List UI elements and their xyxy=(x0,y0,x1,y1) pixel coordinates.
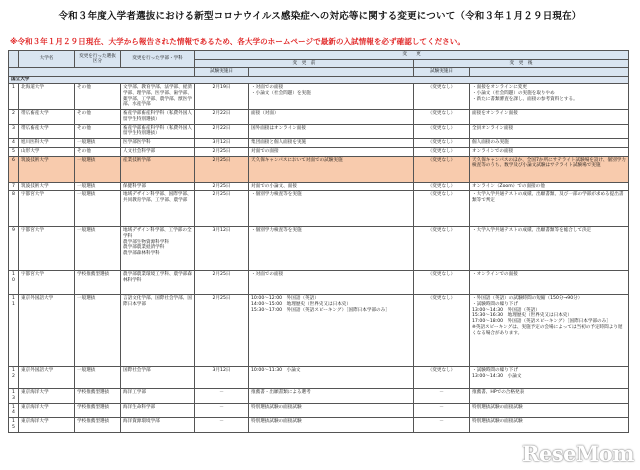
header-before: 変 更 前 xyxy=(195,59,414,68)
header-univ: 大学名 xyxy=(19,51,75,68)
before-content: 集団面接と個人面接を実施 xyxy=(249,139,414,148)
after-exam-date: － xyxy=(414,403,470,417)
university-name: 帯広畜産大学 xyxy=(19,124,75,138)
after-exam-date: （変更なし） xyxy=(414,367,470,389)
after-content: ・試験時間の繰り下げ 13:00〜14:30 小論文 xyxy=(470,367,629,389)
before-content: ・対面での面接 ・小論文（社会問題）を実施 xyxy=(249,84,414,110)
before-exam-date: 2月25日 xyxy=(195,156,249,182)
before-exam-date: 2月22日 xyxy=(195,110,249,124)
table-row xyxy=(9,182,629,191)
row-number: 13 xyxy=(9,389,19,403)
faculty-name: 畜産学部畜産科学科（私費外国人留学生特別選抜） xyxy=(121,124,195,138)
row-number: 3 xyxy=(9,124,19,138)
faculty-name: 医学部医学科 xyxy=(121,139,195,148)
university-name: 東京外国語大学 xyxy=(19,367,75,389)
faculty-name: 言語文化学部、国際社会学部、国際日本学部 xyxy=(121,295,195,367)
after-content: 面接をオンライン面接 xyxy=(470,110,629,124)
after-exam-date: （変更なし） xyxy=(414,271,470,295)
after-exam-date: （変更なし） xyxy=(414,84,470,110)
after-content: オンラインでの面接 xyxy=(470,147,629,156)
after-content: ・面接をオンラインに変更 ・小論文（社会問題）の実施を取りやめ ・新たに書類審査を課し、面接の参考資料とする。 xyxy=(470,84,629,110)
before-content: 特別選抜試験の面接試験 xyxy=(249,418,414,432)
after-content: 特別選抜試験の面接試験 xyxy=(470,418,629,432)
document-title: 令和３年度入学者選抜における新型コロナウイルス感染症への対応等に関する変更について（令和３年１月２９日現在） xyxy=(58,11,582,22)
before-exam-date: 2月22日 xyxy=(195,124,249,138)
before-exam-date: 2月25日 xyxy=(195,191,249,227)
resemom-logo: ReseMom xyxy=(522,441,634,466)
row-number: 1 xyxy=(9,84,19,110)
selection-method: 学校推薦型選抜 xyxy=(75,403,121,417)
selection-method: その他 xyxy=(75,147,121,156)
after-exam-date: （変更なし） xyxy=(414,139,470,148)
before-exam-date: 2月25日 xyxy=(195,271,249,295)
after-exam-date: （変更なし） xyxy=(414,124,470,138)
row-number: 8 xyxy=(9,191,19,227)
after-exam-date: － xyxy=(414,418,470,432)
table-row xyxy=(9,124,629,138)
before-exam-date: 3月12日 xyxy=(195,367,249,389)
university-name: 東京海洋大学 xyxy=(19,389,75,403)
after-exam-date: （変更なし） xyxy=(414,110,470,124)
header-before-content xyxy=(249,68,414,77)
header-after: 変 更 後 xyxy=(414,59,629,68)
after-content: ・大学入学共通テストの成績、出願書類、及び一部の学部が求める提出書類等で判定 xyxy=(470,191,629,227)
row-number: 9 xyxy=(9,227,19,271)
after-content: 天久保キャンパスのほか、全国7か所にサテライト試験場を設け、個別学力検査等のうち、数学及び小論文試験はサテライト試験場で実施 xyxy=(470,156,629,182)
before-exam-date: － xyxy=(195,389,249,403)
faculty-name: 海洋工学部 xyxy=(121,389,195,403)
selection-method: 一般選抜 xyxy=(75,191,121,227)
selection-method: 学校推薦型選抜 xyxy=(75,418,121,432)
before-exam-date: 3月12日 xyxy=(195,139,249,148)
faculty-name: 地域デザイン科学部、工学部の全学科 農学部生物資源科学科 農学部農業経済学科 農学部森林科学科 xyxy=(121,227,195,271)
header-change: 変 更 xyxy=(195,51,629,60)
row-number: 4 xyxy=(9,139,19,148)
university-name: 宇都宮大学 xyxy=(19,191,75,227)
faculty-name: 産業技術学部 xyxy=(121,156,195,182)
before-content: 国外面接はオンライン面接 xyxy=(249,124,414,138)
table-row xyxy=(9,156,629,182)
university-name: 山形大学 xyxy=(19,147,75,156)
university-name: 東京外国語大学 xyxy=(19,295,75,367)
selection-method: その他 xyxy=(75,84,121,110)
after-content: ・外国語（英語）の試験時間の短縮（150分→90分） ・試験時間の繰り下げ 13:00〜14:30 外国語（英語） 15:30〜16:30 地理歴史（世界史又は日本史） 17:00〜18:00 外国語（英語スピーキング）［国際日本学部のみ］ ※英語スピーキングは、実施予定の会場によっては当初の予定時間より遅くなる場合があります。 xyxy=(470,295,629,367)
header-before-date: 試験実施日 xyxy=(195,68,249,77)
after-exam-date: （変更なし） xyxy=(414,295,470,367)
table-row xyxy=(9,389,629,403)
before-exam-date: － xyxy=(195,403,249,417)
selection-method: 一般選抜 xyxy=(75,156,121,182)
before-content: 対面での小論文、面接 xyxy=(249,182,414,191)
after-exam-date: － xyxy=(414,389,470,403)
after-content: 個人面接のみ実施 xyxy=(470,139,629,148)
table-row xyxy=(9,139,629,148)
table-row xyxy=(9,403,629,417)
changes-table xyxy=(8,50,629,433)
before-content: 面接（対面） xyxy=(249,110,414,124)
university-name: 筑波技術大学 xyxy=(19,156,75,182)
faculty-name: 国際社会学部 xyxy=(121,367,195,389)
faculty-name: 人文社会科学部 xyxy=(121,147,195,156)
selection-method: その他 xyxy=(75,110,121,124)
university-name: 筑波技術大学 xyxy=(19,182,75,191)
after-exam-date: （変更なし） xyxy=(414,147,470,156)
table-row xyxy=(9,147,629,156)
selection-method: 一般選抜 xyxy=(75,367,121,389)
selection-method: 一般選抜 xyxy=(75,182,121,191)
faculty-name: 保健科学部 xyxy=(121,182,195,191)
faculty-name: 海洋資源環境学部 xyxy=(121,418,195,432)
row-number: 2 xyxy=(9,110,19,124)
row-number: 5 xyxy=(9,147,19,156)
university-name: 宇都宮大学 xyxy=(19,271,75,295)
before-exam-date: 2月19日 xyxy=(195,84,249,110)
row-number: 15 xyxy=(9,418,19,432)
university-name: 東京海洋大学 xyxy=(19,403,75,417)
table-row xyxy=(9,418,629,432)
before-exam-date: 3月12日 xyxy=(195,227,249,271)
after-exam-date: （変更なし） xyxy=(414,227,470,271)
faculty-name: 文学部、教育学部、法学部、経済学部、理学部、医学部、歯学部、薬学部、工学部、農学部、獣医学部、水産学部 xyxy=(121,84,195,110)
table-row xyxy=(9,84,629,110)
before-exam-date: 2月25日 xyxy=(195,182,249,191)
header-method: 変更を行った選抜区分 xyxy=(75,51,121,68)
before-content: ・個別学力検査等を実施 xyxy=(249,191,414,227)
category-row xyxy=(9,77,629,84)
table-row xyxy=(9,227,629,271)
table-row xyxy=(9,295,629,367)
before-content: 天久保キャンパスにおいて対面での試験実施 xyxy=(249,156,414,182)
before-content: 推薦書・出願書類による選考 xyxy=(249,389,414,403)
before-content: 10:00〜11:30 小論文 xyxy=(249,367,414,389)
faculty-name: 畜産学部畜産科学科（私費外国人留学生特別選抜） xyxy=(121,110,195,124)
after-exam-date: （変更なし） xyxy=(414,191,470,227)
before-exam-date: － xyxy=(195,418,249,432)
table-row xyxy=(9,367,629,389)
university-name: 東京海洋大学 xyxy=(19,418,75,432)
faculty-name: 地域デザイン科学部、国際学部、共同教育学部、工学部、農学部 xyxy=(121,191,195,227)
university-name: 帯広畜産大学 xyxy=(19,110,75,124)
after-content: 推薦書、HPでの合格発表 xyxy=(470,389,629,403)
selection-method: 学校推薦型選抜 xyxy=(75,389,121,403)
selection-method: 学校推薦型選抜 xyxy=(75,271,121,295)
before-content: ・対面での面接 xyxy=(249,271,414,295)
row-number: 10 xyxy=(9,271,19,295)
university-name: 宇都宮大学 xyxy=(19,227,75,271)
header-spacer xyxy=(9,68,195,77)
notice-text: ※令和３年１月２９日現在、大学から報告された情報であるため、各大学のホームページで最新の入試情報を必ず確認してください。 xyxy=(10,37,465,46)
before-content: ・個別学力検査等を実施 xyxy=(249,227,414,271)
faculty-name: 農学部農業環境工学科、農学部森林科学科 xyxy=(121,271,195,295)
before-exam-date: 2月25日 xyxy=(195,147,249,156)
before-content: 特別選抜試験の面接試験 xyxy=(249,403,414,417)
row-number: 12 xyxy=(9,367,19,389)
row-number: 14 xyxy=(9,403,19,417)
table-subheader-row-2 xyxy=(9,68,629,77)
table-row xyxy=(9,191,629,227)
after-content: ・大学入学共通テストの成績、出願書類等を総合して決定 xyxy=(470,227,629,271)
selection-method: 一般選抜 xyxy=(75,139,121,148)
before-exam-date: 2月25日 xyxy=(195,295,249,367)
before-content: 対面での面接 xyxy=(249,147,414,156)
university-name: 北海道大学 xyxy=(19,84,75,110)
selection-method: 一般選抜 xyxy=(75,227,121,271)
row-number: 6 xyxy=(9,156,19,182)
row-number: 11 xyxy=(9,295,19,367)
table-row xyxy=(9,110,629,124)
after-exam-date: （変更なし） xyxy=(414,156,470,182)
row-number: 7 xyxy=(9,182,19,191)
faculty-name: 海洋生命科学部 xyxy=(121,403,195,417)
header-faculty: 変更を行った学部・学科 xyxy=(121,51,195,68)
university-name: 旭川医科大学 xyxy=(19,139,75,148)
header-no xyxy=(9,51,19,68)
after-content: 特別選抜試験の面接試験 xyxy=(470,403,629,417)
table-header-row xyxy=(9,51,629,60)
header-after-date: 試験実施日 xyxy=(414,68,470,77)
table-row xyxy=(9,271,629,295)
before-content: 10:00〜12:00 外国語（英語） 14:00〜15:00 地理歴史（世界史又は日本史） 15:30〜17:00 外国語（英語スピーキング）［国際日本学部のみ］ xyxy=(249,295,414,367)
after-content: ・オンラインでの面接 xyxy=(470,271,629,295)
selection-method: 一般選抜 xyxy=(75,295,121,367)
category-label: 国立大学 xyxy=(9,77,629,84)
header-after-content xyxy=(470,68,629,77)
after-content: 全員オンライン面接 xyxy=(470,124,629,138)
after-exam-date: （変更なし） xyxy=(414,182,470,191)
selection-method: その他 xyxy=(75,124,121,138)
after-content: オンライン（Zoom）での面接の他 xyxy=(470,182,629,191)
